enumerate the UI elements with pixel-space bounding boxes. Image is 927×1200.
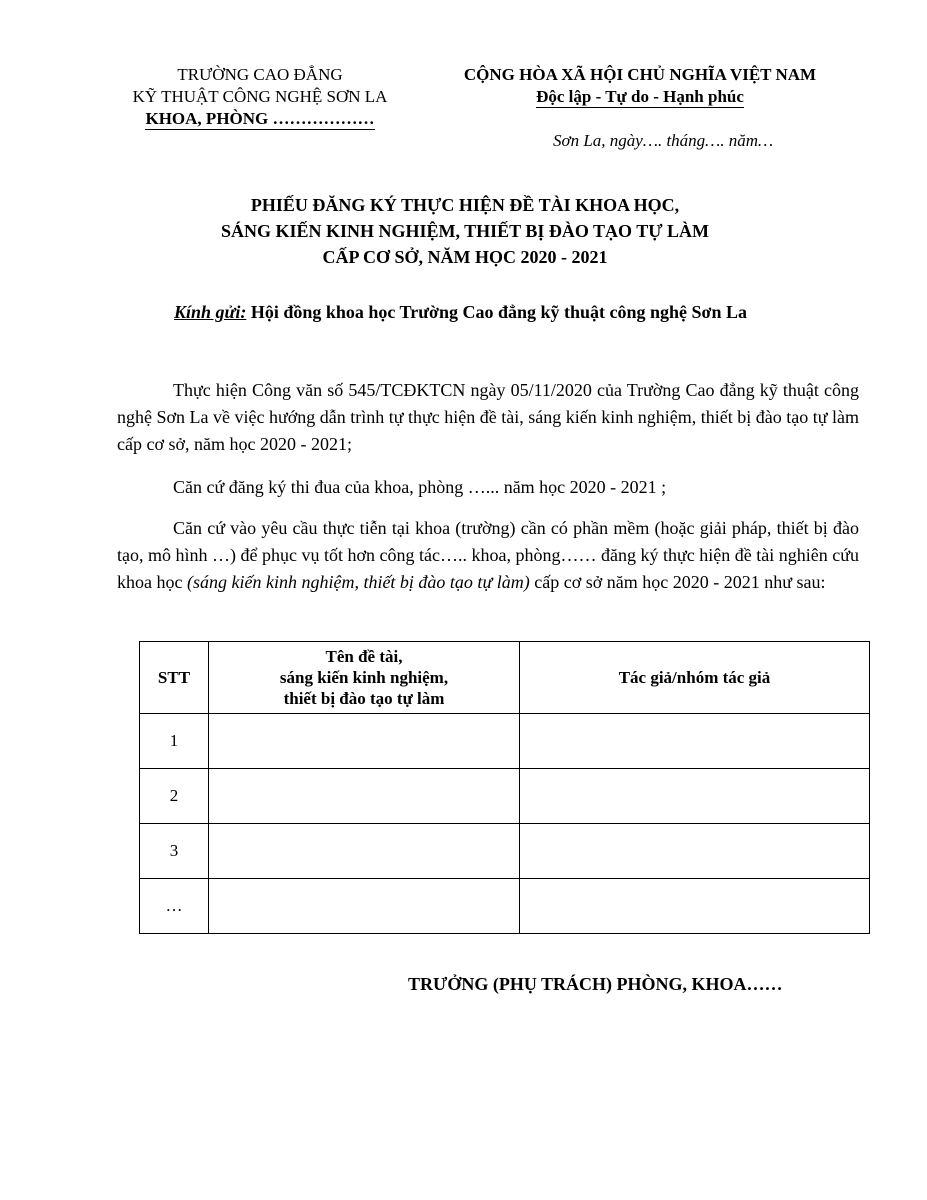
row-author [520, 714, 870, 769]
row-stt: 1 [140, 714, 209, 769]
header-topic-line2: sáng kiến kinh nghiệm, [279, 668, 449, 687]
row-author [520, 824, 870, 879]
signature-title: TRƯỞNG (PHỤ TRÁCH) PHÒNG, KHOA…… [408, 974, 783, 994]
table-header-row [140, 642, 870, 714]
header-author: Tác giả/nhóm tác giả [520, 642, 870, 714]
header-topic-line3: thiết bị đào tạo tự làm [283, 689, 445, 708]
row-topic [209, 769, 520, 824]
title-line2: SÁNG KIẾN KINH NGHIỆM, THIẾT BỊ ĐÀO TẠO TỰ LÀM [220, 221, 710, 241]
salutation [174, 302, 874, 323]
row-topic [209, 714, 520, 769]
body-paragraph-2: Căn cứ đăng ký thi đua của khoa, phòng …... năm học 2020 - 2021 ; [173, 477, 667, 497]
motto: Độc lập - Tự do - Hạnh phúc [536, 87, 744, 106]
title-line3: CẤP CƠ SỞ, NĂM HỌC 2020 - 2021 [322, 247, 608, 267]
table-row [140, 879, 870, 934]
body-paragraph-1: Thực hiện Công văn số 545/TCĐKTCN ngày 05/11/2020 của Trường Cao đẳng kỹ thuật công nghệ Sơn La về việc hướng dẫn trình tự thực hiện đề tài, sáng kiến kinh nghiệm, thiết bị đào tạo tự làm cấp cơ sở, năm học 2020 - 2021; [117, 380, 859, 454]
header-stt: STT [140, 642, 209, 714]
motto-line [430, 86, 850, 108]
date-line: Sơn La, ngày…. tháng…. năm… [553, 131, 774, 150]
school-name-line2: KỸ THUẬT CÔNG NGHỆ SƠN LA [132, 87, 388, 106]
document-title [60, 192, 870, 270]
table-row [140, 824, 870, 879]
row-topic [209, 824, 520, 879]
para3-italic: (sáng kiến kinh nghiệm, thiết bị đào tạo tự làm) [186, 572, 530, 592]
header-topic [209, 642, 520, 714]
row-topic [209, 879, 520, 934]
row-stt: 2 [140, 769, 209, 824]
country-name: CỘNG HÒA XÃ HỘI CHỦ NGHĨA VIỆT NAM [463, 65, 817, 84]
row-author [520, 769, 870, 824]
table-row [140, 714, 870, 769]
row-stt: 3 [140, 824, 209, 879]
school-name-line1: TRƯỜNG CAO ĐẲNG [177, 65, 343, 84]
para3-end: cấp cơ sở năm học 2020 - 2021 như sau: [529, 572, 826, 592]
row-author [520, 879, 870, 934]
body-paragraph-3 [117, 515, 859, 596]
row-stt: … [140, 879, 209, 934]
header-topic-line1: Tên đề tài, [325, 647, 403, 666]
registration-table [139, 641, 870, 934]
para3-start: Căn cứ vào yêu cầu thực tiễn tại khoa (trường) cần có phần mềm (hoặc giải pháp, thiết bị đào tạo, mô hình …) để phục vụ tốt hơn công tác….. khoa, phòng…… đăng ký thực hiện đề tài nghiên cứu khoa học [117, 518, 859, 592]
header-left [100, 64, 420, 130]
salutation-recipient: Hội đồng khoa học Trường Cao đẳng kỹ thuật công nghệ Sơn La [246, 302, 748, 322]
department-line [100, 108, 420, 130]
title-line1: PHIẾU ĐĂNG KÝ THỰC HIỆN ĐỀ TÀI KHOA HỌC, [250, 195, 680, 215]
salutation-label: Kính gửi: [174, 302, 247, 322]
header-right [430, 64, 850, 108]
department-text: KHOA, PHÒNG ……………… [145, 109, 375, 128]
table-row [140, 769, 870, 824]
